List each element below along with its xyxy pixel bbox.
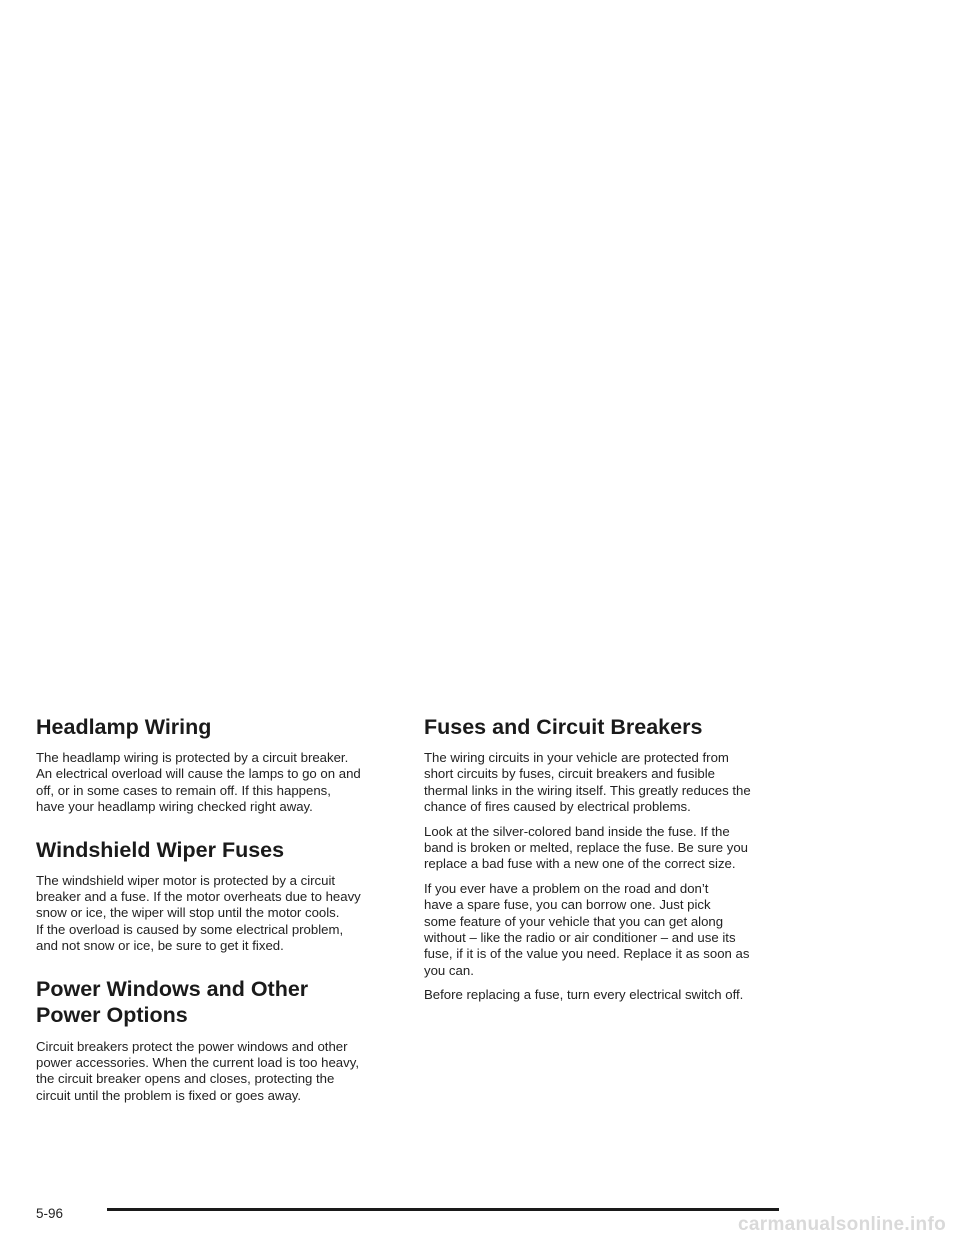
paragraph-fuses-3: If you ever have a problem on the road and don’t have a spare fuse, you can borrow one. Just pick some feature of your vehicle that you can get along without – like the radio or air conditioner – and use its fuse, if it is of the value you need. Replace it as soon as you can.: [424, 880, 750, 978]
section-windshield-wiper-fuses: [36, 837, 398, 955]
right-column: [424, 714, 790, 1025]
paragraph-fuses-1: The wiring circuits in your vehicle are protected from short circuits by fuses, circuit breakers and fusible thermal links in the wiring itself. This greatly reduces the chance of fires caused by electrical problems.: [424, 750, 751, 815]
section-headlamp-wiring: [36, 714, 398, 816]
paragraph-windshield-wiper-fuses: The windshield wiper motor is protected by a circuit breaker and a fuse. If the motor overheats due to heavy snow or ice, the wiper will stop until the motor cools. If the overload is caused by some electrical problem, and not snow or ice, be sure to get it fixed.: [36, 872, 361, 954]
paragraph-fuses-4: Before replacing a fuse, turn every electrical switch off.: [424, 987, 744, 1003]
section-fuses-and-circuit-breakers: [424, 714, 790, 1004]
heading-fuses-and-circuit-breakers: Fuses and Circuit Breakers: [424, 715, 703, 739]
heading-power-windows-line1: Power Windows and Other: [36, 976, 309, 1001]
heading-power-windows-line2: Power Options: [36, 1003, 188, 1028]
paragraph-fuses-2: Look at the silver-colored band inside the fuse. If the band is broken or melted, replace the fuse. Be sure you replace a bad fuse with a new one of the correct size.: [424, 823, 749, 872]
page-number: 5-96: [36, 1206, 64, 1221]
left-column: [36, 714, 398, 1125]
paragraph-power-windows: Circuit breakers protect the power windows and other power accessories. When the current load is too heavy, the circuit breaker opens and closes, protecting the circuit until the problem is fixed or goes away.: [36, 1038, 360, 1103]
section-power-windows: [36, 976, 398, 1105]
heading-headlamp-wiring: Headlamp Wiring: [36, 715, 212, 739]
footer-rule: [107, 1208, 779, 1211]
heading-windshield-wiper-fuses: Windshield Wiper Fuses: [36, 837, 285, 862]
watermark: carmanualsonline.info: [738, 1214, 946, 1235]
heading-power-windows: [36, 976, 398, 1029]
paragraph-headlamp-wiring: The headlamp wiring is protected by a circuit breaker. An electrical overload will cause the lamps to go on and off, or in some cases to remain off. If this happens, have your headlamp wiring checked right away.: [36, 750, 361, 815]
